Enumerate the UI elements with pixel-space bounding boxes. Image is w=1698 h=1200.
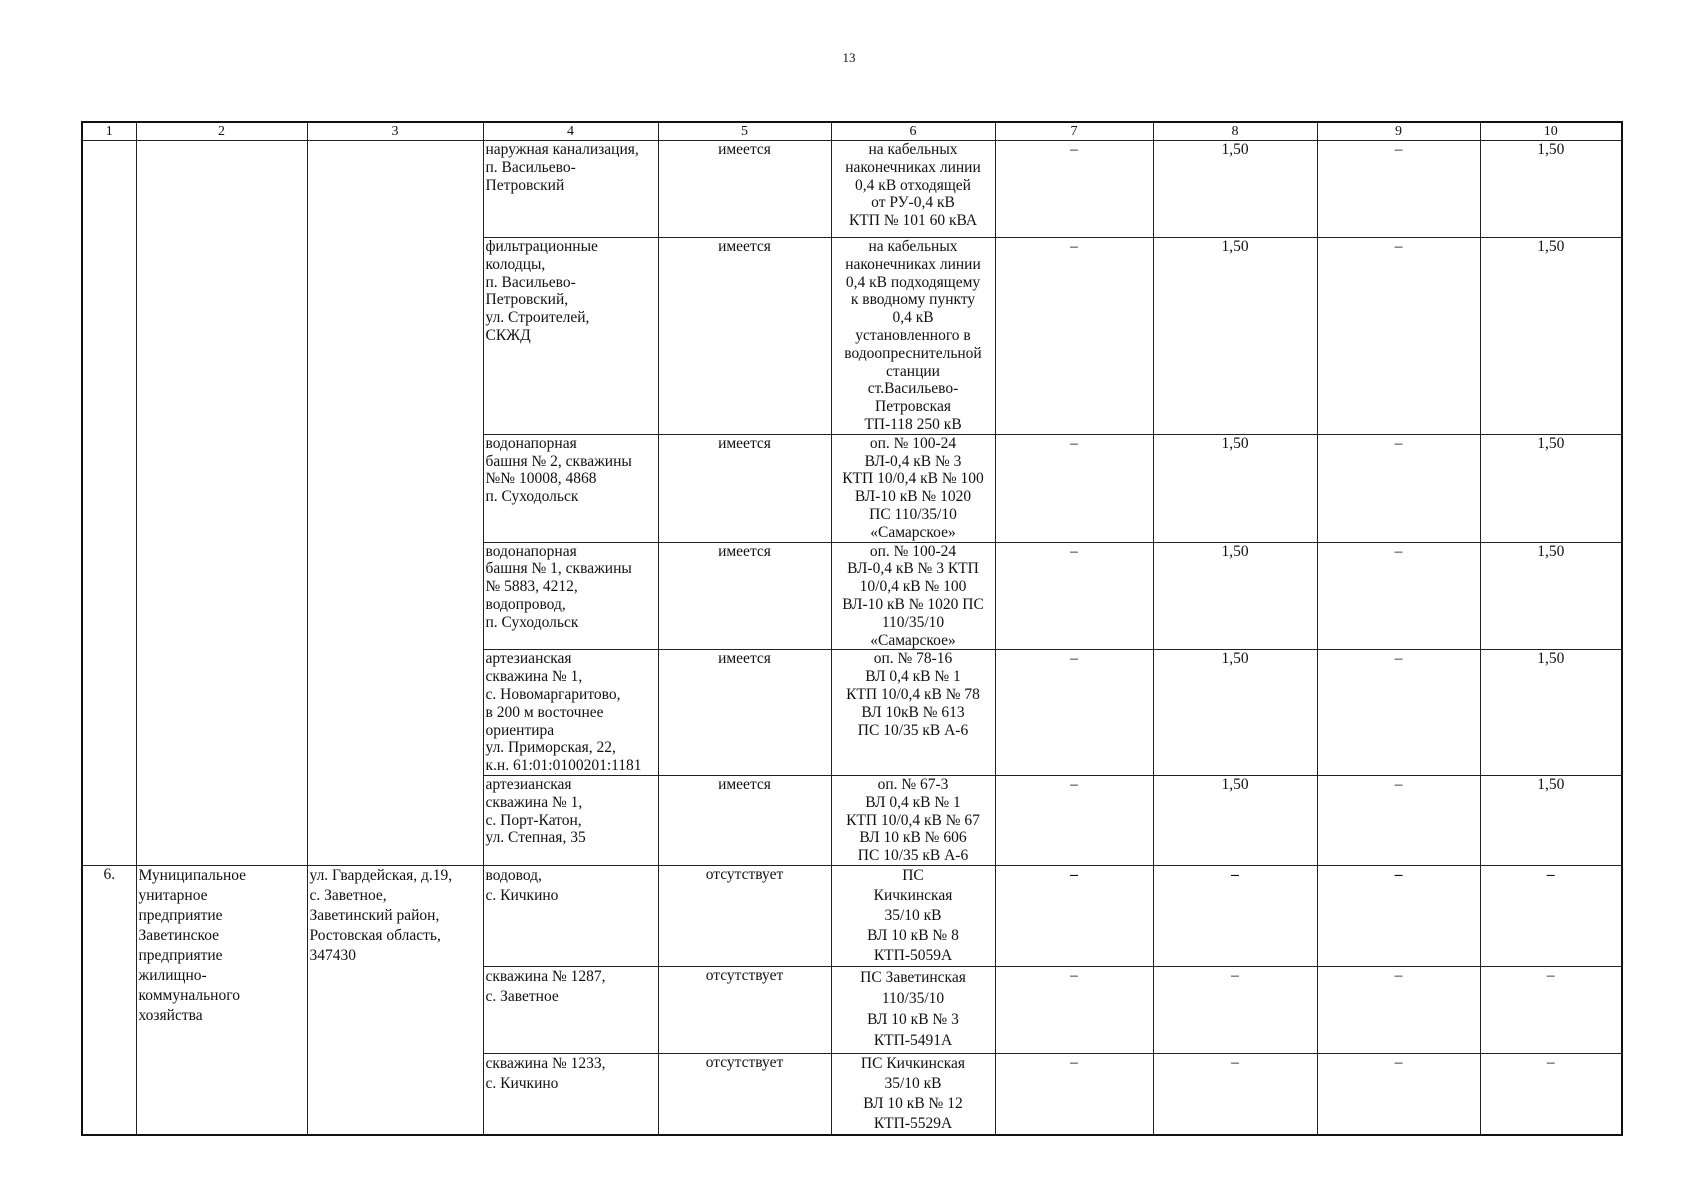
organization-cell — [136, 141, 307, 866]
value-cell: 1,50 — [1480, 434, 1622, 542]
address-cell: ул. Гвардейская, д.19, с. Заветное, Заветинский район, Ростовская область, 347430 — [307, 865, 483, 1135]
value-cell: – — [1317, 966, 1480, 1053]
value-cell: 1,50 — [1480, 775, 1622, 865]
power-point-cell: ПС Заветинская 110/35/10 ВЛ 10 кВ № 3 КТП-5491А — [831, 966, 995, 1053]
power-point-cell: оп. № 100-24 ВЛ-0,4 кВ № 3 КТП 10/0,4 кВ № 100 ВЛ-10 кВ № 1020 ПС 110/35/10 «Самарское» — [831, 542, 995, 650]
value-cell: – — [1317, 434, 1480, 542]
value-cell: – — [1317, 865, 1480, 966]
object-cell: фильтрационные колодцы, п. Васильево- Петровский, ул. Строителей, СКЖД — [483, 238, 658, 435]
value-cell: – — [1153, 1053, 1317, 1135]
power-point-cell: оп. № 78-16 ВЛ 0,4 кВ № 1 КТП 10/0,4 кВ № 78 ВЛ 10кВ № 613 ПС 10/35 кВ А-6 — [831, 650, 995, 776]
object-cell: артезианская скважина № 1, с. Порт-Катон, ул. Степная, 35 — [483, 775, 658, 865]
power-point-cell: на кабельных наконечниках линии 0,4 кВ подходящему к вводному пункту 0,4 кВ установленного в водоопреснительной станции ст.Васильево- Петровская ТП-118 250 кВ — [831, 238, 995, 435]
page-number: 13 — [842, 50, 856, 65]
column-number: 7 — [995, 122, 1153, 141]
object-cell: скважина № 1287, с. Заветное — [483, 966, 658, 1053]
column-number: 9 — [1317, 122, 1480, 141]
value-cell: – — [995, 238, 1153, 435]
value-cell: 1,50 — [1480, 141, 1622, 238]
status-cell: отсутствует — [658, 865, 831, 966]
object-cell: водонапорная башня № 2, скважины №№ 10008, 4868 п. Суходольск — [483, 434, 658, 542]
column-number: 1 — [82, 122, 136, 141]
column-number: 2 — [136, 122, 307, 141]
value-cell: – — [1317, 542, 1480, 650]
power-point-cell: ПС Кичкинская 35/10 кВ ВЛ 10 кВ № 8 КТП-5059А — [831, 865, 995, 966]
value-cell: – — [995, 141, 1153, 238]
table-row — [82, 141, 1622, 238]
power-point-cell: на кабельных наконечниках линии 0,4 кВ отходящей от РУ-0,4 кВ КТП № 101 60 кВА — [831, 141, 995, 238]
object-cell: артезианская скважина № 1, с. Новомаргаритово, в 200 м восточнее ориентира ул. Приморская, 22, к.н. 61:01:0100201:1181 — [483, 650, 658, 776]
value-cell: 1,50 — [1480, 650, 1622, 776]
organization-cell: Муниципальное унитарное предприятие Заветинское предприятие жилищно- коммунального хозяйства — [136, 865, 307, 1135]
status-cell: имеется — [658, 238, 831, 435]
column-number: 10 — [1480, 122, 1622, 141]
status-cell: имеется — [658, 542, 831, 650]
value-cell: – — [995, 650, 1153, 776]
status-cell: отсутствует — [658, 1053, 831, 1135]
address-cell — [307, 141, 483, 866]
power-point-cell: оп. № 67-3 ВЛ 0,4 кВ № 1 КТП 10/0,4 кВ № 67 ВЛ 10 кВ № 606 ПС 10/35 кВ А-6 — [831, 775, 995, 865]
value-cell: 1,50 — [1153, 775, 1317, 865]
value-cell: – — [995, 434, 1153, 542]
value-cell: – — [995, 865, 1153, 966]
value-cell: 1,50 — [1153, 238, 1317, 435]
status-cell: имеется — [658, 434, 831, 542]
object-cell: водовод, с. Кичкино — [483, 865, 658, 966]
value-cell: – — [995, 775, 1153, 865]
value-cell: 1,50 — [1153, 650, 1317, 776]
value-cell: – — [1317, 141, 1480, 238]
column-number: 3 — [307, 122, 483, 141]
value-cell: – — [1317, 238, 1480, 435]
facilities-table — [81, 121, 1623, 1136]
object-cell: скважина № 1233, с. Кичкино — [483, 1053, 658, 1135]
power-point-cell: ПС Кичкинская 35/10 кВ ВЛ 10 кВ № 12 КТП-5529А — [831, 1053, 995, 1135]
value-cell: – — [1480, 1053, 1622, 1135]
table-row — [82, 865, 1622, 966]
value-cell: 1,50 — [1153, 542, 1317, 650]
value-cell: 1,50 — [1480, 238, 1622, 435]
object-cell: водонапорная башня № 1, скважины № 5883, 4212, водопровод, п. Суходольск — [483, 542, 658, 650]
column-number: 4 — [483, 122, 658, 141]
value-cell: – — [1480, 966, 1622, 1053]
object-cell: наружная канализация, п. Васильево- Петровский — [483, 141, 658, 238]
value-cell: – — [1317, 775, 1480, 865]
column-number: 6 — [831, 122, 995, 141]
value-cell: – — [1153, 966, 1317, 1053]
value-cell: – — [995, 542, 1153, 650]
row-number-cell — [82, 141, 136, 866]
column-number: 5 — [658, 122, 831, 141]
value-cell: 1,50 — [1153, 434, 1317, 542]
status-cell: имеется — [658, 141, 831, 238]
value-cell: – — [995, 966, 1153, 1053]
status-cell: имеется — [658, 775, 831, 865]
value-cell: – — [995, 1053, 1153, 1135]
value-cell: – — [1480, 865, 1622, 966]
row-number-cell: 6. — [82, 865, 136, 1135]
value-cell: – — [1153, 865, 1317, 966]
value-cell: – — [1317, 1053, 1480, 1135]
status-cell: отсутствует — [658, 966, 831, 1053]
status-cell: имеется — [658, 650, 831, 776]
column-number-row — [82, 122, 1622, 141]
column-number: 8 — [1153, 122, 1317, 141]
value-cell: 1,50 — [1480, 542, 1622, 650]
power-point-cell: оп. № 100-24 ВЛ-0,4 кВ № 3 КТП 10/0,4 кВ № 100 ВЛ-10 кВ № 1020 ПС 110/35/10 «Самарское» — [831, 434, 995, 542]
value-cell: – — [1317, 650, 1480, 776]
value-cell: 1,50 — [1153, 141, 1317, 238]
